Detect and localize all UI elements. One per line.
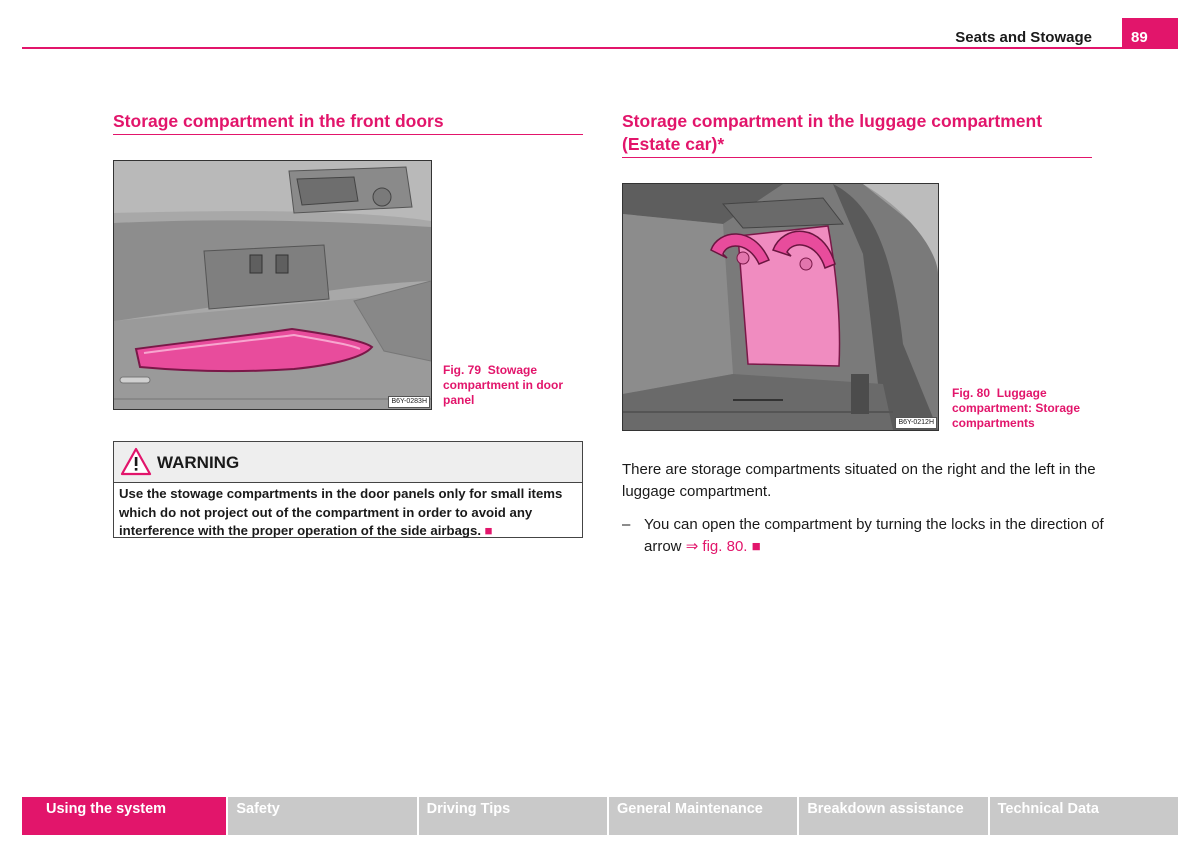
warning-box bbox=[113, 441, 583, 538]
section-rule-right bbox=[622, 157, 1092, 158]
figure-door-panel bbox=[113, 160, 432, 410]
section-rule-left bbox=[113, 134, 583, 135]
section-title-luggage-line1: Storage compartment in the luggage compartment bbox=[622, 111, 1043, 131]
bottom-navigation bbox=[22, 797, 1178, 835]
figure-code-left: B6Y-0283H bbox=[388, 396, 430, 408]
page-number: 89 bbox=[1122, 18, 1178, 49]
figure-luggage bbox=[622, 183, 939, 431]
bullet-text-block bbox=[644, 514, 1104, 557]
header-rule bbox=[22, 47, 1178, 49]
figure-caption-text-79: Stowage compartment in door panel bbox=[443, 363, 564, 407]
nav-using-the-system[interactable]: Using the system bbox=[22, 797, 226, 835]
bullet-text: You can open the compartment by turning the locks in the direction of arrow bbox=[644, 516, 1104, 555]
figure-caption-80 bbox=[952, 386, 1097, 431]
nav-safety[interactable]: Safety bbox=[228, 797, 416, 835]
luggage-illustration bbox=[623, 184, 938, 430]
nav-breakdown-assistance[interactable]: Breakdown assistance bbox=[799, 797, 987, 835]
figure-caption-79 bbox=[443, 363, 578, 408]
door-panel-illustration bbox=[114, 161, 431, 409]
end-mark: ■ bbox=[484, 523, 493, 538]
nav-technical-data[interactable]: Technical Data bbox=[990, 797, 1178, 835]
nav-general-maintenance[interactable]: General Maintenance bbox=[609, 797, 797, 835]
section-title-front-doors: Storage compartment in the front doors bbox=[113, 111, 444, 131]
bullet-dash: – bbox=[622, 516, 631, 533]
running-header-title: Seats and Stowage bbox=[955, 29, 1092, 46]
figure-code-right: B6Y-0212H bbox=[895, 417, 937, 429]
nav-driving-tips[interactable]: Driving Tips bbox=[419, 797, 607, 835]
section-title-luggage-line2: (Estate car)* bbox=[622, 134, 725, 154]
figure-label-79: Fig. 79 bbox=[443, 363, 482, 377]
body-paragraph: There are storage compartments situated on the right and the left in the luggage compartment. bbox=[622, 461, 1096, 500]
bullet-end-mark: ■ bbox=[751, 537, 761, 555]
warning-triangle-icon bbox=[120, 447, 152, 476]
warning-text: Use the stowage compartments in the door panels only for small items which do not project out of the compartment in order to avoid any interference with the proper operation of the side airbags. bbox=[119, 486, 563, 538]
warning-header bbox=[114, 442, 582, 483]
warning-text-block bbox=[114, 483, 582, 541]
figure-caption-text-80: Luggage compartment: Storage compartments bbox=[952, 386, 1081, 430]
figure-label-80: Fig. 80 bbox=[952, 386, 991, 400]
warning-title: WARNING bbox=[157, 453, 240, 472]
section-title-luggage bbox=[622, 110, 1102, 156]
figure-reference-link[interactable]: ⇒ fig. 80. bbox=[685, 537, 748, 555]
